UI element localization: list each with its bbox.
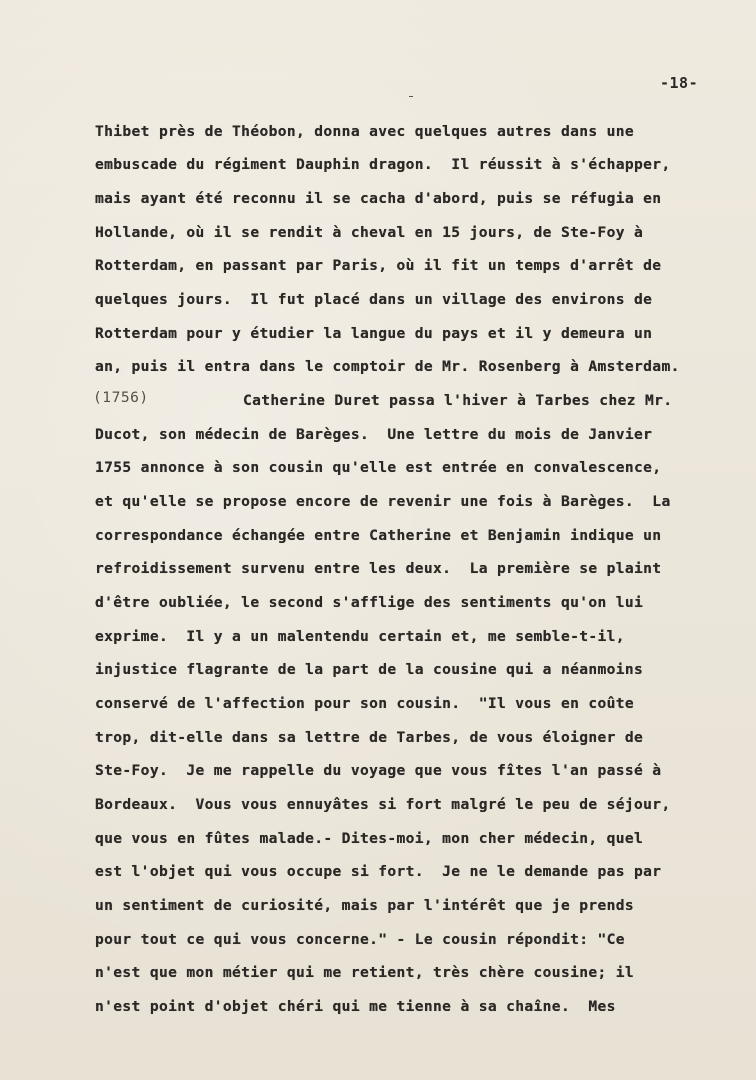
- text-line: mais ayant été reconnu il se cacha d'abord, puis se réfugia en: [95, 190, 662, 207]
- text-line: refroidissement survenu entre les deux. La première se plaint: [95, 560, 662, 577]
- text-line: que vous en fûtes malade.- Dites-moi, mon cher médecin, quel: [95, 830, 644, 847]
- text-line: embuscade du régiment Dauphin dragon. Il réussit à s'échapper,: [95, 156, 671, 173]
- text-line: Ducot, son médecin de Barèges. Une lettre du mois de Janvier: [95, 426, 653, 443]
- text-line: Rotterdam, en passant par Paris, où il fit un temps d'arrêt de: [95, 257, 662, 274]
- text-line: correspondance échangée entre Catherine et Benjamin indique un: [95, 527, 662, 544]
- text-line: pour tout ce qui vous concerne." - Le cousin répondit: "Ce: [95, 931, 625, 948]
- page-number: -18-: [660, 74, 699, 92]
- margin-note-year: (1756): [93, 389, 149, 406]
- text-line: Hollande, où il se rendit à cheval en 15 jours, de Ste-Foy à: [95, 224, 644, 241]
- text-line: conservé de l'affection pour son cousin. "Il vous en coûte: [95, 695, 635, 712]
- text-line: et qu'elle se propose encore de revenir une fois à Barèges. La: [95, 493, 671, 510]
- text-line: n'est point d'objet chéri qui me tienne à sa chaîne. Mes: [95, 998, 616, 1015]
- text-line: quelques jours. Il fut placé dans un village des environs de: [95, 291, 653, 308]
- text-line: an, puis il entra dans le comptoir de Mr. Rosenberg à Amsterdam.: [95, 358, 680, 375]
- text-line: Bordeaux. Vous vous ennuyâtes si fort malgré le peu de séjour,: [95, 796, 671, 813]
- text-line: Ste-Foy. Je me rappelle du voyage que vous fîtes l'an passé à: [95, 762, 662, 779]
- text-line: un sentiment de curiosité, mais par l'intérêt que je prends: [95, 897, 635, 914]
- stray-mark: [409, 96, 413, 97]
- text-line: injustice flagrante de la part de la cousine qui a néanmoins: [95, 661, 644, 678]
- text-line: Rotterdam pour y étudier la langue du pays et il y demeura un: [95, 325, 653, 342]
- text-line: n'est que mon métier qui me retient, très chère cousine; il: [95, 964, 635, 981]
- text-line: est l'objet qui vous occupe si fort. Je ne le demande pas par: [95, 863, 662, 880]
- text-line: Catherine Duret passa l'hiver à Tarbes chez Mr.: [243, 392, 673, 409]
- text-line: d'être oubliée, le second s'afflige des sentiments qu'on lui: [95, 594, 644, 611]
- text-line: 1755 annonce à son cousin qu'elle est entrée en convalescence,: [95, 459, 662, 476]
- text-line: trop, dit-elle dans sa lettre de Tarbes, de vous éloigner de: [95, 729, 644, 746]
- text-line: exprime. Il y a un malentendu certain et, me semble-t-il,: [95, 628, 625, 645]
- text-line: Thibet près de Théobon, donna avec quelques autres dans une: [95, 123, 635, 140]
